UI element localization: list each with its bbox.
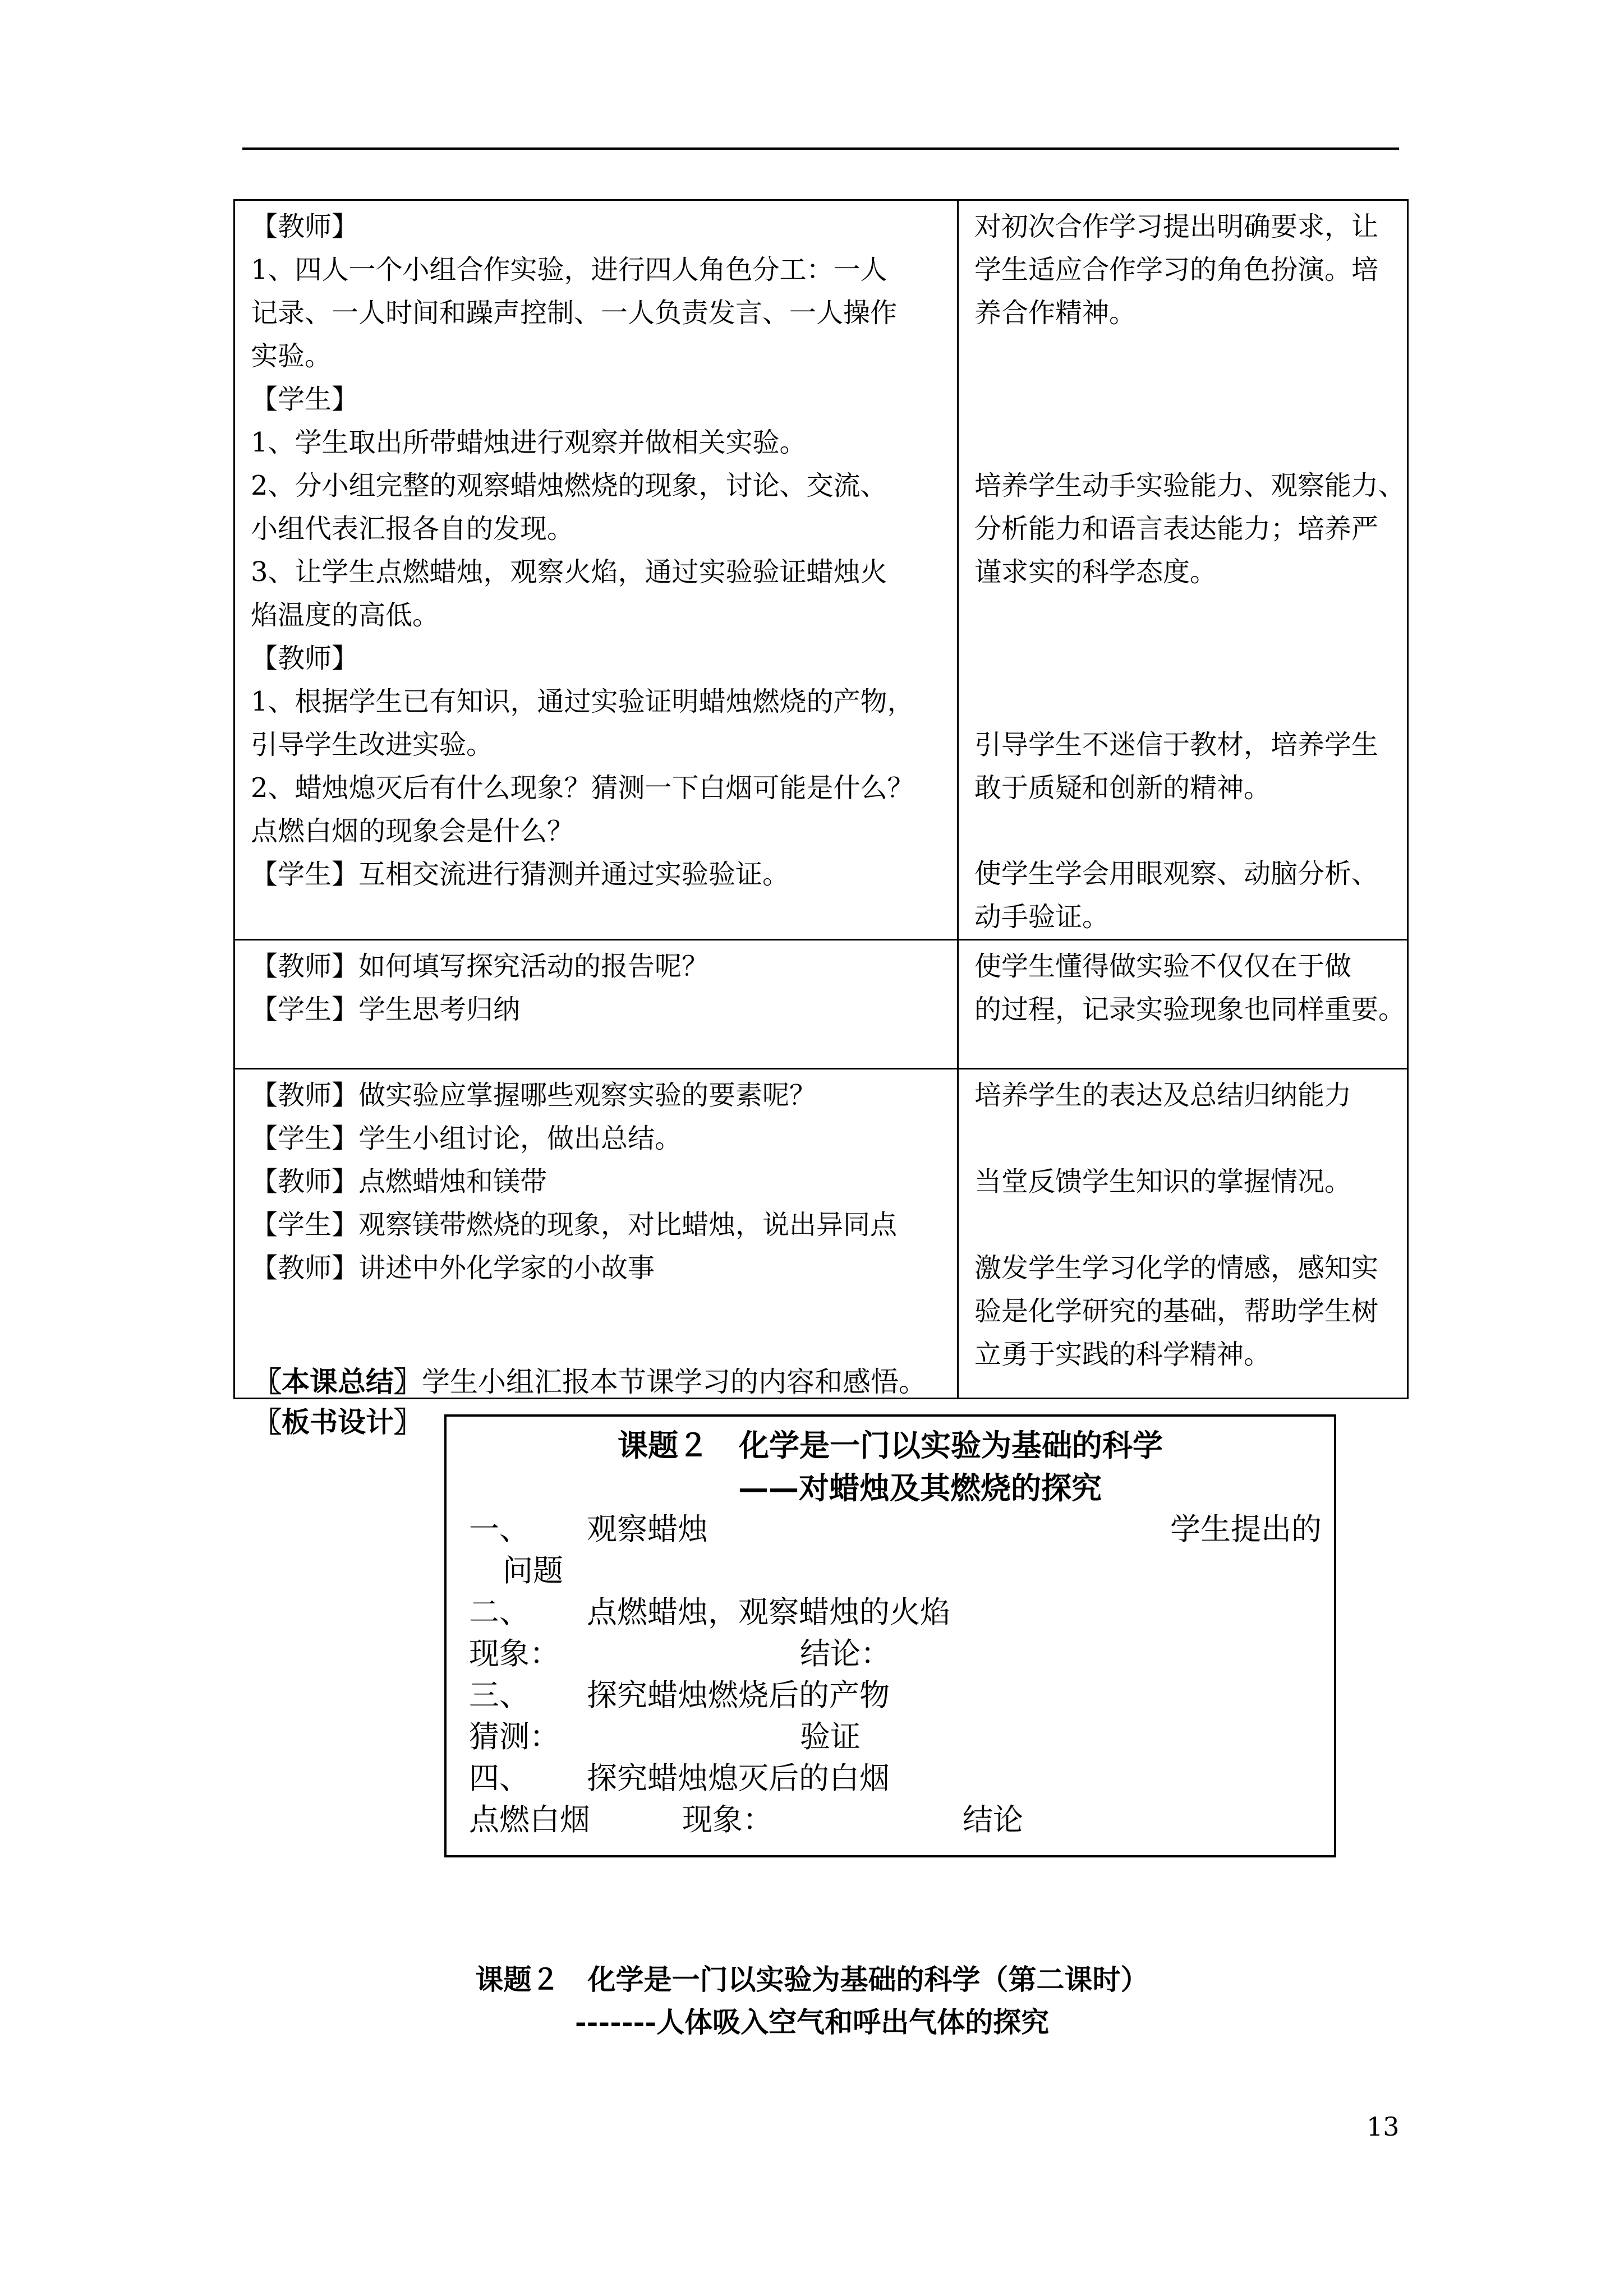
text-line: 引导学生改进实验。 bbox=[251, 729, 494, 760]
board-row bbox=[469, 1633, 1316, 1675]
header-rule bbox=[242, 147, 1399, 150]
text-line: 动手验证。 bbox=[974, 901, 1110, 933]
text-line: 小组代表汇报各自的发现。 bbox=[251, 513, 574, 545]
text-line: 培养学生动手实验能力、观察能力、 bbox=[974, 470, 1406, 501]
lesson-summary bbox=[254, 1362, 927, 1402]
board-item-text: 猜测： bbox=[469, 1719, 560, 1754]
text-line: 【教师】 bbox=[251, 211, 359, 242]
table-row bbox=[234, 200, 1408, 940]
text-line: 当堂反馈学生知识的掌握情况。 bbox=[974, 1166, 1352, 1197]
board-row bbox=[469, 1509, 1322, 1550]
board-item-text: 点燃白烟 bbox=[469, 1802, 590, 1837]
text-line: 【教师】讲述中外化学家的小故事 bbox=[251, 1252, 655, 1284]
board-item-text: 探究蜡烛熄灭后的白烟 bbox=[587, 1760, 890, 1796]
board-item-number: 二、 bbox=[469, 1594, 530, 1630]
text-line: 立勇于实践的科学精神。 bbox=[974, 1339, 1271, 1370]
text-line: 2、蜡烛熄灭后有什么现象？猜测一下白烟可能是什么？ bbox=[251, 772, 914, 804]
board-item-number: 一、 bbox=[469, 1511, 530, 1547]
board-item-text: 验证 bbox=[800, 1719, 861, 1754]
text-line: 学生适应合作学习的角色扮演。培 bbox=[974, 254, 1379, 285]
activity-cell bbox=[234, 940, 958, 1069]
text-line: 培养学生的表达及总结归纳能力 bbox=[974, 1080, 1352, 1111]
text-line: 敢于质疑和创新的精神。 bbox=[974, 772, 1271, 804]
table-row bbox=[234, 1069, 1408, 1399]
summary-label: 〖本课总结〗 bbox=[254, 1365, 422, 1398]
text-line: 2、分小组完整的观察蜡烛燃烧的现象，讨论、交流、 bbox=[251, 470, 887, 501]
board-row bbox=[469, 1716, 1316, 1758]
board-item-text: 探究蜡烛燃烧后的产物 bbox=[587, 1677, 890, 1713]
intent-cell bbox=[958, 940, 1408, 1069]
text-line: 【学生】互相交流进行猜测并通过实验验证。 bbox=[251, 859, 790, 890]
text-line: 焰温度的高低。 bbox=[251, 600, 440, 631]
board-design-label: 〖板书设计〗 bbox=[254, 1405, 422, 1439]
board-row-continued: 问题 bbox=[503, 1553, 563, 1588]
activity-cell bbox=[234, 1069, 958, 1399]
text-line: 养合作精神。 bbox=[974, 297, 1137, 329]
text-line: 1、四人一个小组合作实验，进行四人角色分工：一人 bbox=[251, 254, 887, 285]
page-number: 13 bbox=[1367, 2111, 1400, 2142]
text-line: 3、让学生点燃蜡烛，观察火焰，通过实验验证蜡烛火 bbox=[251, 556, 887, 588]
text-line: 的过程，记录实验现象也同样重要。 bbox=[974, 994, 1406, 1025]
board-row bbox=[469, 1675, 1316, 1716]
board-row bbox=[469, 1799, 1316, 1841]
text-line: 使学生懂得做实验不仅仅在于做 bbox=[974, 951, 1352, 982]
intent-cell bbox=[958, 1069, 1408, 1399]
board-item-text: 现象： bbox=[682, 1802, 773, 1837]
text-line: 分析能力和语言表达能力；培养严 bbox=[974, 513, 1379, 545]
text-line: 【学生】观察镁带燃烧的现象，对比蜡烛，说出异同点 bbox=[251, 1209, 898, 1241]
text-line: 引导学生不迷信于教材，培养学生 bbox=[974, 729, 1379, 760]
text-line: 【学生】 bbox=[251, 384, 359, 415]
activity-cell bbox=[234, 200, 958, 940]
board-item-text: 点燃蜡烛，观察蜡烛的火焰 bbox=[587, 1594, 950, 1630]
text-line: 实验。 bbox=[251, 340, 332, 372]
lesson-table bbox=[233, 199, 1409, 1399]
table-row bbox=[234, 940, 1408, 1069]
board-item-text: 学生提出的 bbox=[1170, 1511, 1322, 1547]
summary-text: 学生小组汇报本节课学习的内容和感悟。 bbox=[422, 1366, 927, 1398]
board-title: 课题２ 化学是一门以实验为基础的科学 bbox=[618, 1427, 1163, 1463]
text-line: 【学生】学生小组讨论，做出总结。 bbox=[251, 1123, 682, 1154]
board-item-text: 观察蜡烛 bbox=[587, 1511, 708, 1547]
text-line: 1、根据学生已有知识，通过实验证明蜡烛燃烧的产物， bbox=[251, 686, 914, 717]
board-row bbox=[469, 1758, 1316, 1799]
text-line: 1、学生取出所带蜡烛进行观察并做相关实验。 bbox=[251, 427, 807, 458]
board-item-number: 三、 bbox=[469, 1677, 530, 1713]
text-line: 【教师】点燃蜡烛和镁带 bbox=[251, 1166, 548, 1197]
board-item-text: 结论 bbox=[963, 1802, 1023, 1837]
text-line: 谨求实的科学态度。 bbox=[974, 556, 1217, 588]
text-line: 使学生学会用眼观察、动脑分析、 bbox=[974, 858, 1379, 889]
text-line: 验是化学研究的基础，帮助学生树 bbox=[974, 1295, 1379, 1327]
board-subtitle: ——对蜡烛及其燃烧的探究 bbox=[738, 1470, 1102, 1506]
board-item-text: 现象： bbox=[469, 1636, 560, 1671]
next-lesson-title: 课题２ 化学是一门以实验为基础的科学（第二课时） bbox=[475, 1963, 1149, 1996]
text-line: 记录、一人时间和躁声控制、一人负责发言、一人操作 bbox=[251, 297, 898, 329]
intent-cell bbox=[958, 200, 1408, 940]
next-lesson-subtitle: -------人体吸入空气和呼出气体的探究 bbox=[574, 2005, 1050, 2039]
text-line: 【教师】 bbox=[251, 643, 359, 674]
text-line: 激发学生学习化学的情感，感知实 bbox=[974, 1252, 1379, 1284]
text-line: 【学生】学生思考归纳 bbox=[251, 994, 521, 1025]
text-line: 点燃白烟的现象会是什么？ bbox=[251, 815, 574, 847]
text-line: 【教师】做实验应掌握哪些观察实验的要素呢？ bbox=[251, 1080, 817, 1111]
board-row bbox=[469, 1592, 1316, 1633]
text-line: 对初次合作学习提出明确要求，让 bbox=[974, 211, 1379, 242]
board-item-text: 结论： bbox=[800, 1636, 891, 1671]
board-design-box bbox=[444, 1414, 1336, 1857]
board-item-number: 四、 bbox=[469, 1760, 530, 1796]
text-line: 【教师】如何填写探究活动的报告呢？ bbox=[251, 951, 709, 982]
